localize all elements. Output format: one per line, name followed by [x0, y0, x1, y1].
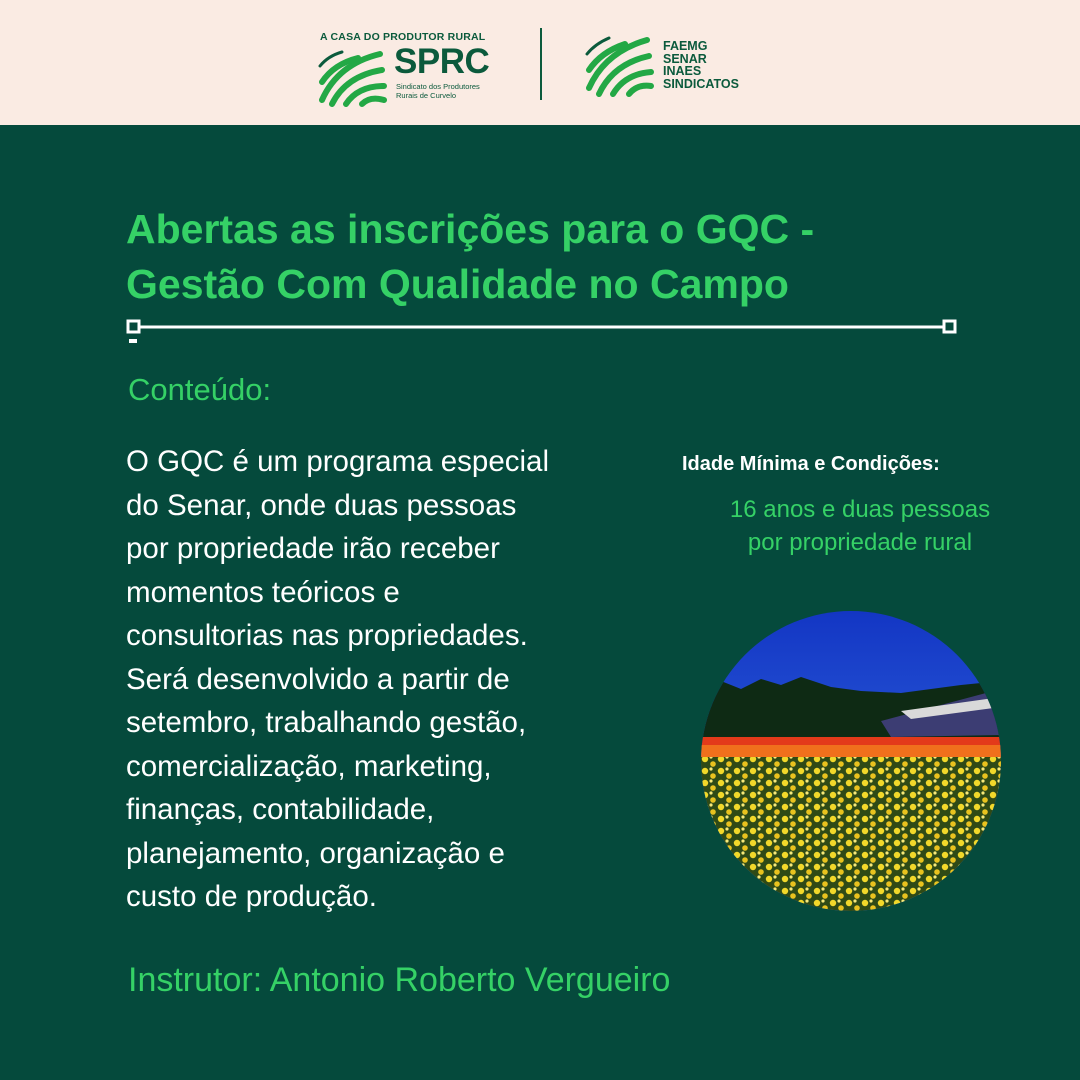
content-line: finanças, contabilidade, — [126, 793, 435, 826]
instructor-line: Instrutor: Antonio Roberto Vergueiro — [128, 961, 671, 999]
content-line: momentos teóricos e — [126, 575, 400, 609]
sprc-tagline: A CASA DO PRODUTOR RURAL — [320, 31, 486, 43]
logo-divider — [540, 28, 542, 100]
content-line: consultorias nas propriedades. — [126, 619, 528, 652]
requirements-line: 16 anos e duas pessoas — [729, 496, 991, 523]
faemg-line: FAEMG — [663, 39, 708, 53]
title-line: Gestão Com Qualidade no Campo — [126, 261, 789, 307]
content-line: O GQC é um programa especial — [126, 445, 549, 478]
faemg-logo — [585, 32, 755, 98]
sprc-subtitle-line: Sindicato dos Produtores — [396, 82, 480, 91]
content-line: planejamento, organização e — [126, 836, 505, 870]
requirements-value — [690, 493, 1030, 559]
requirements-heading: Idade Mínima e Condições: — [682, 453, 940, 475]
header-bar — [0, 0, 1080, 125]
field-rows-logo-icon — [585, 32, 655, 98]
title-line: Abertas as inscrições para o GQC - — [126, 206, 815, 252]
sprc-logo — [318, 28, 493, 113]
inaes-line: INAES — [663, 64, 702, 78]
content-line: comercialização, marketing, — [126, 749, 492, 783]
title-underline — [126, 317, 962, 347]
senar-line: SENAR — [663, 51, 707, 66]
content-line: do Senar, onde duas pessoas — [126, 488, 517, 522]
content-line: por propriedade irão receber — [126, 532, 500, 565]
content-line: custo de produção. — [126, 880, 377, 913]
page-title — [126, 202, 986, 312]
faemg-text — [663, 40, 739, 90]
content-line: Será desenvolvido a partir de — [126, 662, 510, 696]
flower-field-photo — [701, 611, 1001, 911]
field-rows-logo-icon — [318, 42, 388, 108]
content-paragraph — [126, 440, 646, 919]
sprc-name: SPRC — [394, 42, 490, 81]
requirements-line: por propriedade rural — [747, 529, 973, 556]
sindicatos-line: SINDICATOS — [663, 76, 739, 91]
content-line: setembro, trabalhando gestão, — [126, 706, 527, 739]
content-heading: Conteúdo: — [128, 372, 272, 407]
sprc-subtitle-line: Rurais de Curvelo — [396, 91, 457, 100]
sprc-subtitle — [396, 82, 491, 100]
